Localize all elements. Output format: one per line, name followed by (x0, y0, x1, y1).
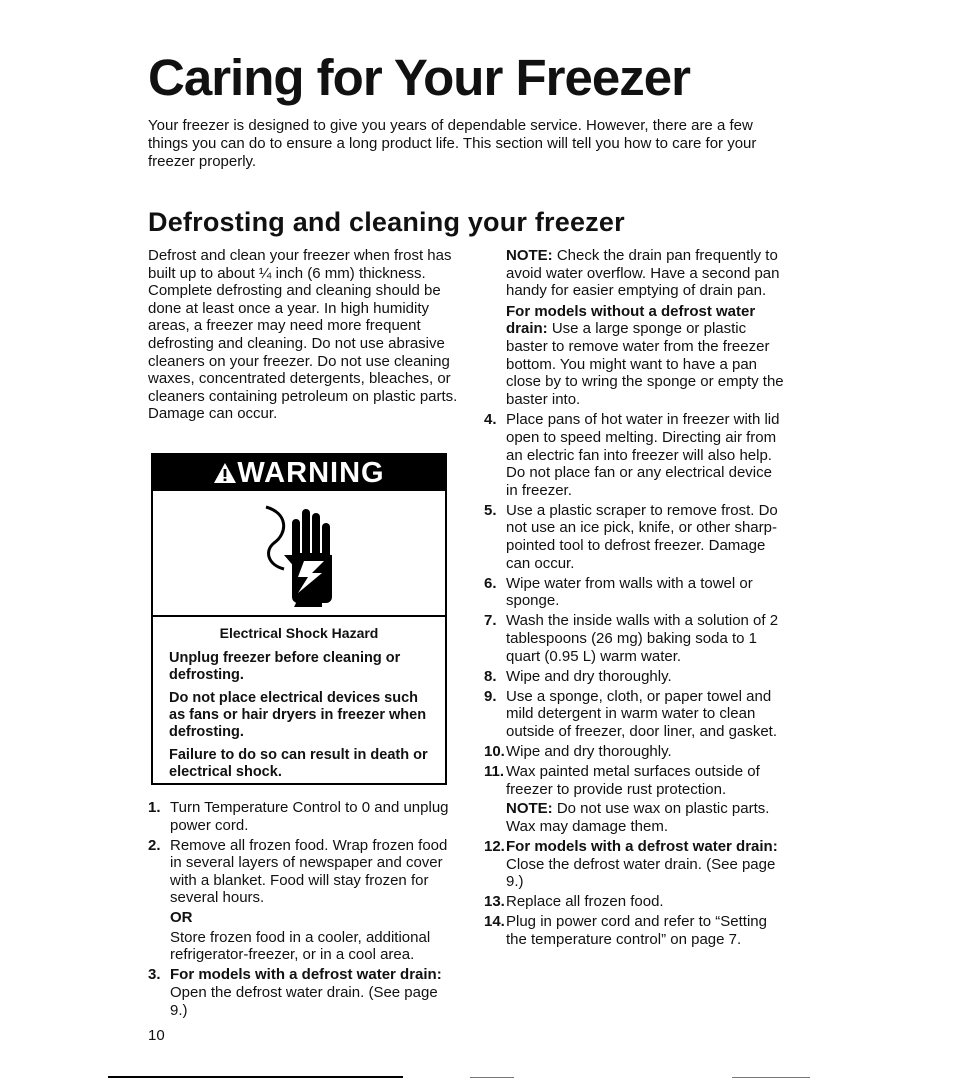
footer-rule (470, 1077, 514, 1078)
note-label: NOTE: (506, 800, 553, 818)
step-text: Wipe and dry thoroughly. (506, 667, 672, 685)
list-item (484, 668, 784, 686)
electrical-shock-hand-icon (258, 503, 348, 608)
defrost-intro-paragraph: Defrost and clean your freezer when frost has built up to about ¼ inch (6 mm) thickness. Complete defrosting and cleaning should be done at least once a year. In high humidity areas, a freezer may need more frequent defrosting and cleaning. Do not use abrasive cleaners on your freezer. Do not use cleaning waxes, concentrated detergents, bleaches, or cleaners containing petroleum on plastic parts. Damage can occur. (148, 247, 458, 423)
step-text: Plug in power cord and refer to “Setting the temperature control” on page 7. (506, 913, 767, 948)
warning-text (153, 617, 445, 781)
warning-triangle-icon (213, 462, 237, 484)
step-number: 1. (148, 799, 161, 816)
list-item (148, 966, 458, 1019)
list-item (484, 913, 784, 948)
step-number: 14. (484, 913, 505, 931)
list-item (484, 893, 784, 911)
warning-line: Do not place electrical devices such as fans or hair dryers in freezer when defrosting. (169, 690, 427, 740)
footer-rule (108, 1076, 403, 1078)
right-column (484, 247, 784, 951)
list-item (148, 837, 458, 964)
step-text: Replace all frozen food. (506, 893, 664, 911)
drain-pan-note (484, 247, 784, 300)
list-item (148, 799, 458, 834)
section-heading: Defrosting and cleaning your freezer (148, 207, 625, 237)
hazard-title: Electrical Shock Hazard (219, 625, 379, 641)
warning-header (153, 455, 445, 491)
warning-line: Unplug freezer before cleaning or defrosting. (169, 650, 401, 683)
step-text: Wax painted metal surfaces outside of freezer to provide rust protection. (506, 763, 760, 798)
step-text: Use a sponge, cloth, or paper towel and mild detergent in warm water to clean outside of freezer, door liner, and gasket. (506, 687, 778, 740)
list-item (484, 838, 784, 891)
list-item (484, 411, 784, 499)
warning-header-text: WARNING (237, 457, 385, 489)
step-bold-lead: For models with a defrost water drain: (506, 838, 778, 855)
note-text: Do not use wax on plastic parts. Wax may damage them. (506, 800, 770, 835)
no-drain-text: Use a large sponge or plastic baster to remove water from the freezer bottom. You might want to have a pan close by to wring the sponge or empty the baster into. (506, 320, 784, 408)
step-text: Close the defrost water drain. (See page 9.) (506, 855, 776, 891)
step-number: 9. (484, 687, 497, 705)
step-text: Turn Temperature Control to 0 and unplug power cord. (170, 799, 449, 834)
no-drain-bold-lead: For models without a defrost water drain: (506, 302, 756, 338)
intro-paragraph: Your freezer is designed to give you years of dependable service. However, there are a few things you can do to ensure a long product life. This section will tell you how to care for your freezer properly. (148, 117, 757, 170)
step-text: Wipe and dry thoroughly. (506, 743, 672, 761)
list-item (484, 743, 784, 761)
step-number: 8. (484, 667, 497, 685)
step-number: 4. (484, 411, 497, 429)
step-alt-text: Store frozen food in a cooler, additional refrigerator-freezer, or in a cool area. (170, 928, 431, 964)
list-item (484, 612, 784, 665)
step-number: 6. (484, 574, 497, 592)
step-number: 11. (484, 763, 505, 781)
note-text: Check the drain pan frequently to avoid water overflow. Have a second pan handy for easier emptying of drain pan. (506, 247, 780, 300)
step-number: 12. (484, 838, 505, 855)
step-number: 7. (484, 612, 497, 630)
list-item (484, 502, 784, 572)
list-item (484, 575, 784, 610)
page-number: 10 (148, 1027, 165, 1044)
warning-line: Failure to do so can result in death or electrical shock. (169, 747, 428, 780)
steps-list-right (484, 411, 784, 948)
note-label: NOTE: (506, 247, 553, 264)
no-drain-instructions (484, 303, 784, 409)
step-number: 5. (484, 501, 497, 519)
warning-box (151, 453, 447, 785)
step-text: Open the defrost water drain. (See page 9.) (170, 983, 438, 1019)
step-number: 10. (484, 743, 505, 761)
step-text: Place pans of hot water in freezer with lid open to speed melting. Directing air from an electric fan into freezer will also help. Do not place fan or any electrical device in freezer. (506, 411, 780, 499)
step-number: 3. (148, 966, 161, 984)
list-item (484, 763, 784, 835)
step-number: 2. (148, 836, 161, 854)
step-text: Use a plastic scraper to remove frost. Do not use an ice pick, knife, or other sharp-pointed tool to defrost freezer. Damage can occur. (506, 501, 778, 572)
or-label: OR (170, 909, 193, 927)
step-bold-lead: For models with a defrost water drain: (170, 966, 442, 984)
step-text: Wipe water from walls with a towel or sponge. (506, 574, 753, 610)
page-title: Caring for Your Freezer (148, 49, 690, 106)
list-item (484, 688, 784, 741)
steps-list-left (148, 799, 458, 1022)
step-text: Remove all frozen food. Wrap frozen food in several layers of newspaper and cover with a blanket. Food will stay frozen for several hours. (170, 836, 448, 907)
step-number: 13. (484, 893, 505, 911)
warning-icon-area (153, 491, 445, 617)
step-text: Wash the inside walls with a solution of 2 tablespoons (26 mg) baking soda to 1 quart (0.95 L) warm water. (506, 612, 779, 665)
footer-rule (732, 1077, 810, 1078)
